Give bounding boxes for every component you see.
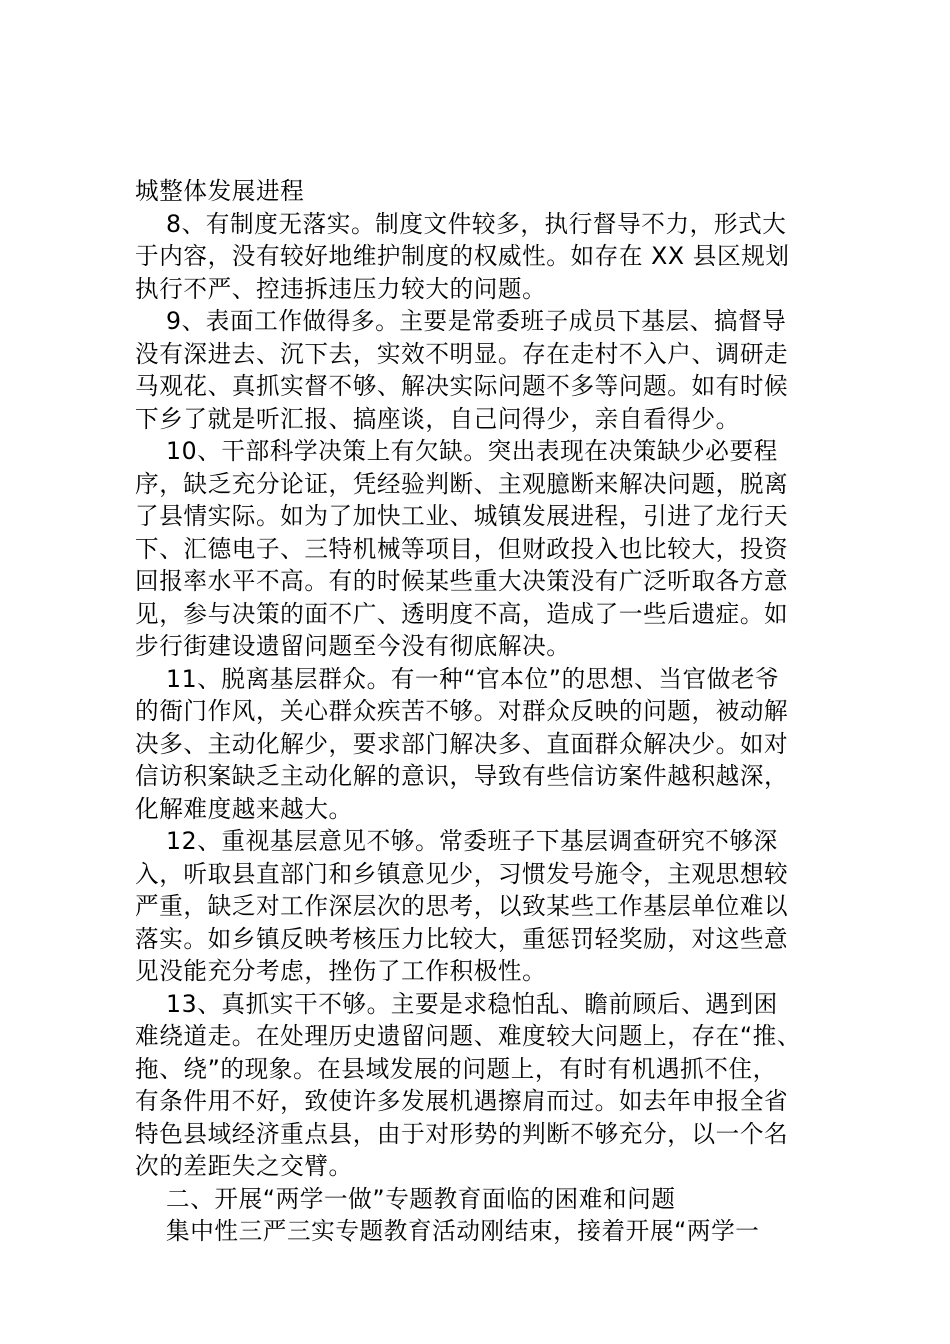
text-line: 二、开展“两学一做”专题教育面临的困难和问题 <box>166 1184 676 1213</box>
text-line: 11、脱离基层群众。有一种“官本位”的思想、当官做老爷 <box>166 664 780 693</box>
text-line: 见没能充分考虑，挫伤了工作积极性。 <box>135 957 547 985</box>
text-line: 决多、主动化解少，要求部门解决多、直面群众解决少。如对 <box>135 729 789 758</box>
text-line: 特色县域经济重点县，由于对形势的判断不够充分，以一个名 <box>135 1119 789 1148</box>
text-line: 集中性三严三实专题教育活动刚结束，接着开展“两学一 <box>166 1217 760 1245</box>
text-line: 了县情实际。如为了加快工业、城镇发展进程，引进了龙行天 <box>135 502 789 530</box>
document-body <box>135 175 835 1248</box>
text-line: 下、汇德电子、三特机械等项目，但财政投入也比较大，投资 <box>135 534 789 563</box>
text-line: 严重，缺乏对工作深层次的思考，以致某些工作基层单位难以 <box>135 892 789 920</box>
text-line: 13、真抓实干不够。主要是求稳怕乱、瞻前顾后、遇到困 <box>166 989 778 1018</box>
text-line: 8、有制度无落实。制度文件较多，执行督导不力，形式大 <box>166 209 787 238</box>
text-line: 的衙门作风，关心群众疾苦不够。对群众反映的问题，被动解 <box>135 697 789 725</box>
text-line: 下乡了就是听汇报、搞座谈，自己问得少，亲自看得少。 <box>135 404 740 433</box>
text-line: 难绕道走。在处理历史遗留问题、难度较大问题上，存在“推、 <box>135 1022 802 1050</box>
text-line: 次的差距失之交臂。 <box>135 1152 353 1180</box>
text-line: 拖、绕”的现象。在县域发展的问题上，有时有机遇抓不住， <box>135 1054 777 1083</box>
text-line: 城整体发展进程 <box>135 177 305 205</box>
text-line: 化解难度越来越大。 <box>135 794 353 823</box>
text-line: 于内容，没有较好地维护制度的权威性。如存在 XX 县区规划 <box>135 242 790 270</box>
text-line: 马观花、真抓实督不够、解决实际问题不多等问题。如有时候 <box>135 372 789 400</box>
text-line: 回报率水平不高。有的时候某些重大决策没有广泛听取各方意 <box>135 567 789 595</box>
text-line: 执行不严、控违拆违压力较大的问题。 <box>135 274 547 303</box>
text-line: 入，听取县直部门和乡镇意见少，习惯发号施令，主观思想较 <box>135 859 789 888</box>
text-line: 见，参与决策的面不广、透明度不高，造成了一些后遗症。如 <box>135 599 789 628</box>
text-line: 有条件用不好，致使许多发展机遇擦肩而过。如去年申报全省 <box>135 1087 789 1115</box>
text-line: 信访积案缺乏主动化解的意识，导致有些信访案件越积越深， <box>135 762 789 790</box>
text-line: 落实。如乡镇反映考核压力比较大，重惩罚轻奖励，对这些意 <box>135 924 789 953</box>
text-line: 序，缺乏充分论证，凭经验判断、主观臆断来解决问题，脱离 <box>135 469 789 498</box>
text-line: 12、重视基层意见不够。常委班子下基层调查研究不够深 <box>166 827 778 855</box>
text-line: 9、表面工作做得多。主要是常委班子成员下基层、搞督导 <box>166 307 787 335</box>
text-line: 没有深进去、沉下去，实效不明显。存在走村不入户、调研走 <box>135 339 789 368</box>
text-line: 步行街建设遗留问题至今没有彻底解决。 <box>135 632 571 660</box>
text-line: 10、干部科学决策上有欠缺。突出表现在决策缺少必要程 <box>166 437 778 465</box>
